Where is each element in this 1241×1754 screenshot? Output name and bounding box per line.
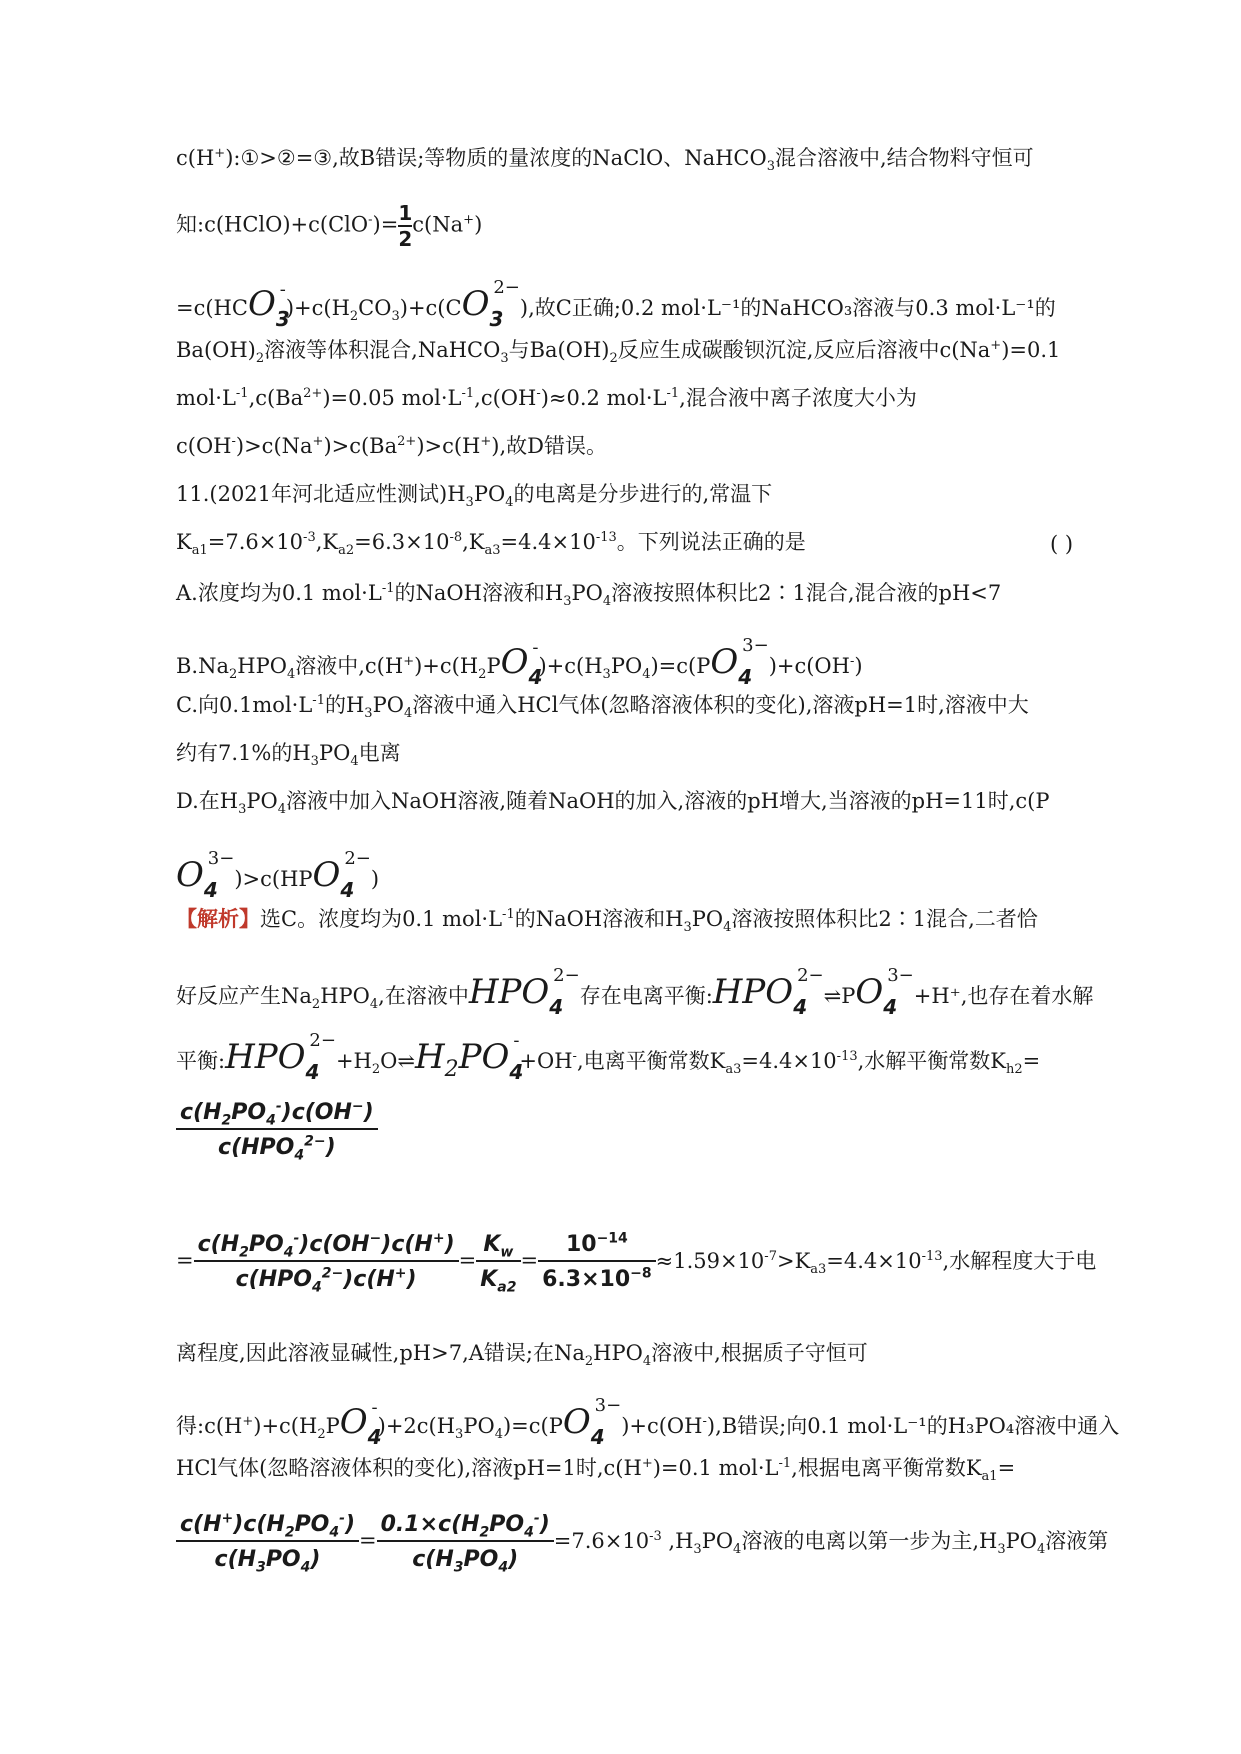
analysis-line: 好反应产生$Na_2HPO_4$,在溶液中$HPO_4^{2-}$存在电离平衡$:HPO_4^{2-}\rightleftharpoons PO_4^{3-}+H^+$,也存在着水解 bbox=[176, 965, 1094, 1020]
analysis-line: 离程度,因此溶液显碱性,pH>7,A错误;在$Na_2HPO_4$溶液中,根据质子守恒可 bbox=[176, 1341, 868, 1370]
text-segment: 存在电离平衡: bbox=[579, 984, 713, 1008]
option-d: D.在$H_3PO_4$溶液中加入NaOH溶液,随着NaOH的加入,溶液的pH增大,当溶液的pH=11时,c(P bbox=[176, 789, 1050, 818]
option-a: A.浓度均为0.1 $mol\cdot L^{-1}$的NaOH溶液和$H_3PO_4$溶液按照体积比2∶1混合,混合液的pH<7 bbox=[176, 581, 1002, 610]
equation-line: $\frac{c(H^+)c(H_2PO_4^-)}{c(H_3PO_4)}$ = $\frac{0.1\times c(H_2PO_4^-)}{c(H_3PO_4)}$ $=7.6\times 10^{-3}$ $,H_3PO_4$溶液的电离以第一步为主$,H_3PO_4$溶液第 bbox=[176, 1512, 1108, 1572]
equation-line: = $\frac{c(H_2PO_4^-)c(OH^-)c(H^+)}{c(HPO_4^{2-})c(H^+)}$ = $\frac{K_w}{K_{a2}}$ = $\frac{10^{-14}}{6.3\times 10^{-8}}$ $\approx 1.59\times 10^{-7}>K_{a3}=4.4\times 10^{-13}$,水解程度大于电 bbox=[176, 1230, 1097, 1296]
text-segment: +H⁺,也存在着水解 bbox=[913, 984, 1094, 1008]
text-line: $Ba(OH)_2$溶液等体积混合,NaHCO$_3$与$Ba(OH)_2$反应生成碳酸钡沉淀,反应后溶液中c(Na+)=0.1 bbox=[176, 338, 1061, 367]
text-line: $c(OH^-)>c(Na^+)>c(Ba^{2+})>c(H^+)$,故D错误。 bbox=[176, 434, 607, 458]
question-header: 11.(2021年河北适应性测试)$H_3PO_4$的电离是分步进行的,常温下 bbox=[176, 482, 773, 511]
analysis-label: 【解析】 bbox=[176, 906, 260, 931]
analysis-line: 平衡$:HPO_4^{2-}+H_2O\rightleftharpoons H_2PO_4^-+OH^-$,电离平衡常数$K_{a3}=4.4\times 10^{-13}$,水解平衡常数$K_{h2}=$ bbox=[176, 1030, 1041, 1085]
analysis-line: 【解析】选C。浓度均为0.1 $mol\cdot L^{-1}$的NaOH溶液和$H_3PO_4$溶液按照体积比2∶1混合,二者恰 bbox=[176, 906, 1038, 936]
text-line: $K_{a1}=7.6\times 10^{-3},K_{a2}=6.3\times 10^{-8},K_{a3}=4.4\times 10^{-13}$。下列说法正确的是 bbox=[176, 530, 806, 559]
text-line: $mol\cdot L^{-1},c(Ba^{2+})=0.05$ $mol\cdot L^{-1},c(OH^-)\approx 0.2$ $mol\cdot L^{-1}$,混合液中离子浓度大小为 bbox=[176, 386, 917, 410]
text-line: $=c(HCO_3^-)+c(H_2CO_3)+c(CO_3^{2-})$,故C正确;0.2 mol·L⁻¹的NaHCO₃溶液与0.3 mol·L⁻¹的 bbox=[176, 277, 1056, 332]
analysis-line: HCl气体(忽略溶液体积的变化),溶液pH=1时,c(H+)=0.1 $mol\cdot L^{-1}$,根据电离平衡常数$K_{a1}=$ bbox=[176, 1456, 1016, 1485]
text-line: 知:c(HClO)+c(ClO-)= $\frac{1}{2}$ c(Na+) bbox=[176, 201, 483, 251]
text-line: c(H+):①>②=③,故B错误;等物质的量浓度的NaClO、NaHCO$_3$混合溶液中,结合物料守恒可 bbox=[176, 146, 1034, 175]
option-b: $B.Na_2HPO_4$溶液中$,c(H^+)+c(H_2PO_4^-)+c(H_3PO_4)=c(PO_4^{3-})+c(OH^-)$ bbox=[176, 635, 863, 690]
answer-blank: ( ) bbox=[1050, 532, 1074, 556]
text-segment: B错误;向0.1 mol·L⁻¹的H₃PO₄溶液中通入 bbox=[721, 1414, 1120, 1438]
analysis-line: 得$:c(H^+)+c(H_2PO_4^-)+2c(H_3PO_4)=c(PO_4^{3-})+c(OH^-),B$错误;向0.1 mol·L⁻¹的H₃PO₄溶液中通入 bbox=[176, 1395, 1120, 1450]
option-c: C.向$0.1mol\cdot L^{-1}$的$H_3PO_4$溶液中通入HCl气体(忽略溶液体积的变化),溶液pH=1时,溶液中大 bbox=[176, 693, 1029, 722]
option-c-cont: 约有7.1%的$H_3PO_4$电离 bbox=[176, 741, 401, 770]
option-d-cont: $O_4^{3-})>c(HPO_4^{2-})$ bbox=[176, 848, 380, 903]
text-segment: ,故C正确;0.2 mol·L⁻¹的NaHCO₃溶液与0.3 mol·L⁻¹的 bbox=[528, 296, 1056, 320]
fraction-kh2: $\frac{c(H_2PO_4^-)c(OH^-)}{c(HPO_4^{2-})}$ bbox=[176, 1100, 378, 1160]
